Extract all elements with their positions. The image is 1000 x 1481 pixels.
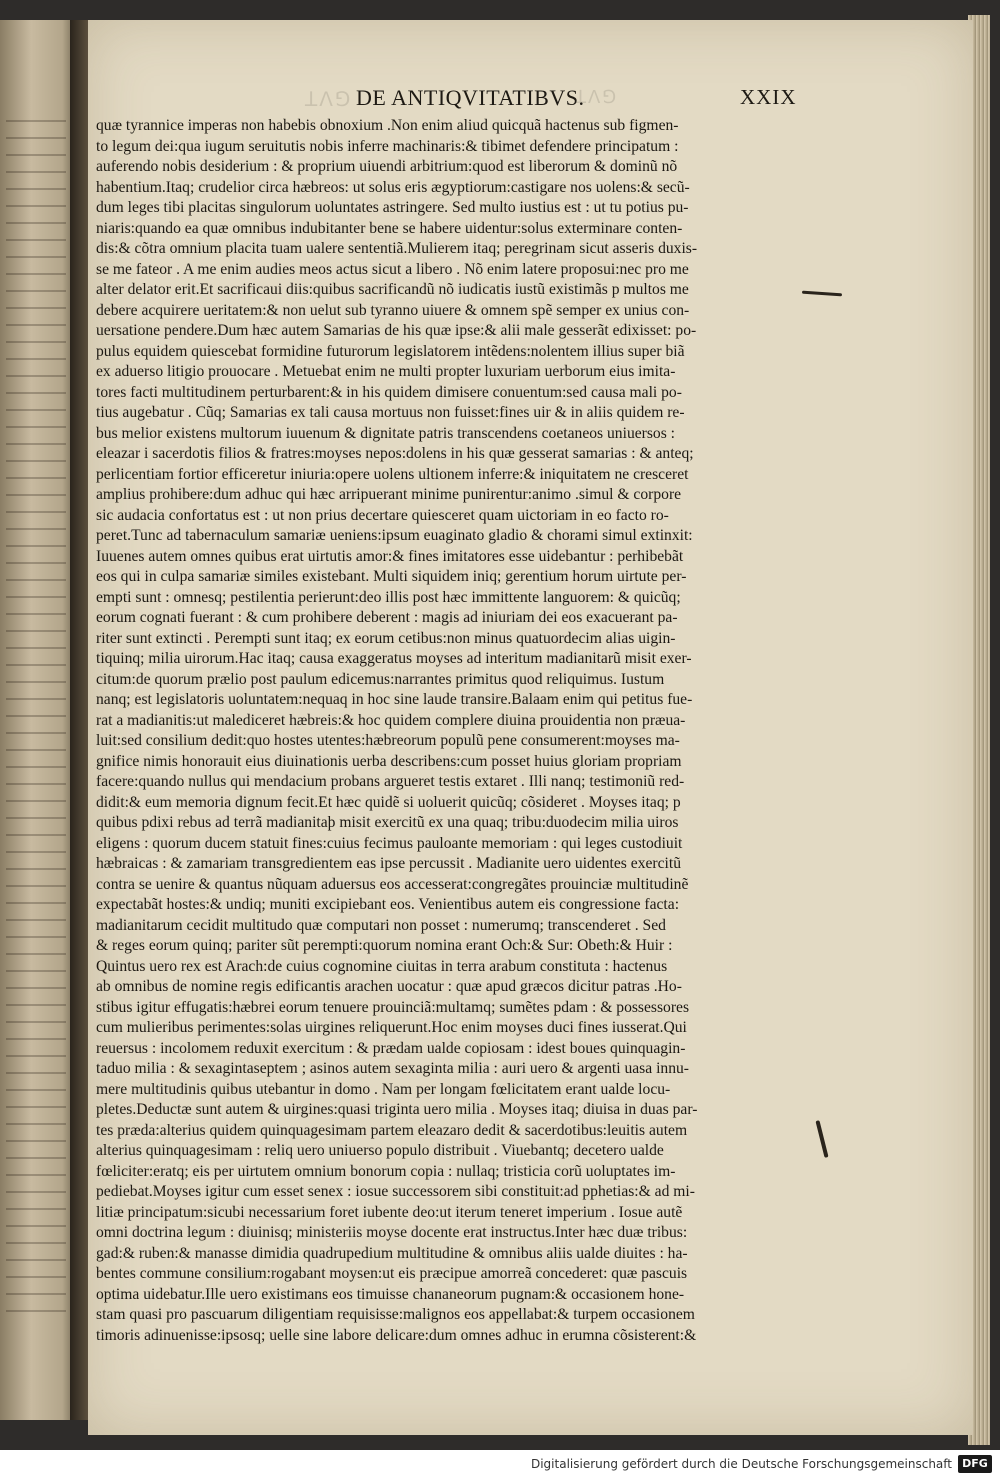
text-line: expectabãt hostes:& undiq; muniti excipiebant eos. Venientibus autem eis congressione facta: — [96, 896, 680, 913]
previous-page-edge — [0, 20, 78, 1420]
text-line: alterius quinquagesimam : reliq uero uniuerso populo distribuit . Viuebantq; decetero ualde — [96, 1142, 664, 1159]
text-line: bentes commune consilium:rogabant moysen:ut eis præcipue amorreã concederet: quæ pascuis — [96, 1265, 688, 1282]
text-line: empti sunt : omnesq; pestilentia perierunt:deo illis post hæc immittente languorem: & quicũq; — [96, 588, 681, 606]
text-line: ex aduerso litigio prouocare . Metuebat enim ne multi propter luxuriam uerborum eius imita- — [96, 363, 676, 380]
text-line: contra se uenire & quantus nũquam aduersus eos accesserat:congregãtes prouinciæ multitudinẽ — [96, 875, 689, 893]
text-line: Quintus uero rex est Arach:de cuius cognomine ciuitas in terra arabum constituta : hactenus — [96, 957, 668, 975]
text-line: tores facti multitudinem perturbarent:& in his quidem dimisere conuentum:sed causa mali po- — [96, 383, 682, 401]
running-header: DE ANTIQVITATIBVS. — [356, 85, 585, 110]
text-line: mere multitudinis quibus utebantur in domo . Nam per longam fœlicitatem erant ualde locu- — [96, 1080, 671, 1098]
text-line: bus melior existens multorum iuuenum & dignitate patris transcendens coetaneos uniuersos : — [96, 424, 676, 442]
dfg-logo: DFG — [958, 1455, 992, 1473]
bleed-through-text: ꓕꓥꓨ — [575, 87, 619, 107]
text-line: fœliciter:eratq; eis per uirtutem omnium bonorum copia : nullaq; tristicia corũ uoluptates im- — [96, 1162, 676, 1180]
text-line: citum:de quorum prælio post paulum edicemus:narrantes primitus quod reliquimus. Iustum — [96, 670, 665, 688]
text-line: riter sunt extincti . Perempti sunt itaq; ex eorum cetibus:non minus quatuordecim alias uigin- — [96, 629, 676, 647]
text-line: quæ tyrannice imperas non habebis obnoxium .Non enim aliud quicquã hactenus sub figmen- — [96, 117, 679, 134]
text-block — [96, 116, 796, 1346]
footer-credit: Digitalisierung gefördert durch die Deutsche Forschungsgemeinschaft — [530, 1457, 952, 1471]
text-line: pediebat.Moyses igitur cum esset senex : iosue successorem sibi constituit:ad pphetias:& ad mi- — [96, 1183, 695, 1200]
text-line: taduo milia : & sexagintaseptem ; asinos autem sexaginta milia : auri uero & argenti uasa innu- — [96, 1060, 689, 1077]
text-line: pletes.Deductæ sunt autem & uirgines:quasi triginta uero milia . Moyses itaq; diuisa in duas par- — [96, 1101, 698, 1118]
text-line: gad:& ruben:& manasse dimidia quadrupedium multitudine & omnibus aliis ualde diuites : ha- — [96, 1244, 688, 1262]
previous-page-text — [6, 120, 66, 1320]
text-line: stibus igitur effugatis:hæbrei eorum tenuere prouinciã:multamq; sumẽtes pdam : & possessores — [96, 998, 690, 1016]
text-line: optima uidebatur.Ille uero existimans eos timuisse chananeorum pugnam:& occasionem hone- — [96, 1285, 685, 1303]
text-line: habentium.Itaq; crudelior circa hæbreos: ut solus eris ægyptiorum:castigare nos uolens:& secũ- — [96, 178, 690, 196]
text-line: peret.Tunc ad tabernaculum samariæ ueniens:ipsum euaginato gladio & chorami simul extinxit: — [96, 527, 693, 544]
text-line: dis:& cõtra omnium placita tuam ualere sententiã.Mulierem itaq; peregrinam sicut asseris duxis- — [96, 240, 698, 257]
text-line: gnifice nimis honorauit eius diuinationis uerba describens:cum posset huius gloriam propriam — [96, 752, 682, 770]
text-line: eorum cognati fuerant : & cum prohibere deberent : magis ad iniuriam dei eos exacuerant pa- — [96, 609, 678, 626]
text-line: stam quasi pro pascuarum diligentiam requisisse:malignos eos appellabat:& turpem occasionem — [96, 1306, 695, 1323]
text-line: sic audacia confortatus est : ut non prius decertare quiesceret quam uictoriam in eo facto ro- — [96, 506, 669, 524]
text-line: dum leges tibi placitas singulorum uoluntates astringere. Sed multo iustius est : ut tu potius pu- — [96, 199, 689, 216]
text-line: Iuuenes autem omnes quibus erat uirtutis amor:& fines imitatores esse uidebantur : perhibebãt — [96, 547, 684, 565]
text-line: & reges eorum quinq; pariter sũt perempti:quorum nomina erant Och:& Sur: Obeth:& Huir : — [96, 937, 673, 954]
text-line: tes præda:alterius quidem quinquagesimam partem eleazaro dedit & sacerdotibus:leuitis autem — [96, 1121, 688, 1139]
text-line: luit:sed consilium dedit:quo hostes utentes:hæbreorum populũ pene consumerent:moyses ma- — [96, 732, 680, 749]
text-line: cum mulieribus perimentes:solas uirgines reliquerunt.Hoc enim moyses duci fines iusserat.Qui — [96, 1019, 687, 1036]
text-line: tius augebatur . Cũq; Samarias ex tali causa mortuus non fuisset:fines uir & in aliis quidem re- — [96, 404, 685, 421]
text-line: eligens : quorum ducem statuit fines:cuius fecimus pauloante memoriam : qui leges custodiuit — [96, 834, 683, 852]
text-line: quibus pdixi rebus ad terrã madianitaþ misit exercitũ ex una quaq; tribu:duodecim milia uiros — [96, 814, 679, 831]
text-line: se me fateor . A me enim audies meos actus sicut a libero . Nõ enim latere proposui:nec pro me — [96, 260, 689, 278]
text-line: ab omnibus de nomine regis edificantis arachen uocatur : quæ apud græcos dicitur patras .Ho- — [96, 978, 682, 995]
text-line: to legum dei:qua iugum seruitutis nobis inferre machinaris:& tibimet defendere principatum : — [96, 137, 679, 155]
text-line: eos qui in culpa samariæ similes existebant. Multi siquidem iniq; gerentium horum uirtute per- — [96, 568, 687, 585]
footer-bar — [0, 1450, 1000, 1481]
text-line: reuersus : incolomem reduxit exercitum : & prædam ualde copiosam : idest boues quinquagin- — [96, 1039, 686, 1057]
text-line: litiæ principatum:sicubi necessarium foret iubente deo:ut iterum teneret imperium . Iosue autẽ — [96, 1203, 683, 1221]
text-line: niaris:quando ea quæ omnibus indubitanter bene se habere uidentur:solus exterminare conten- — [96, 219, 683, 237]
text-line: madianitarum cecidit multitudo quæ computari non posset : numerumq; transcenderet . Sed — [96, 916, 666, 934]
text-line: facere:quando nullus qui mendacium probans argueret testis extaret . Illi nanq; testimoniũ red- — [96, 773, 685, 790]
text-line: uersatione pendere.Dum hæc autem Samarias de his quæ ipse:& alii male gesserãt edixisset: po- — [96, 322, 697, 339]
text-line: hæbraicas : & zamariam transgredientem eas ipse percussit . Madianite uero uidentes exercitũ — [96, 855, 681, 872]
text-line: nanq; est legislatoris uoluntatem:nequaq in hoc sine laude transire.Balaam enim qui petitus fue- — [96, 691, 693, 708]
text-line: rat a madianitis:ut malediceret hæbreis:& hoc quidem complere diuina prouidentia non præua- — [96, 711, 686, 729]
text-line: tiquinq; milia uirorum.Hac itaq; causa exaggeratus moyses ad interitum madianitarũ misit exer- — [96, 650, 692, 667]
bleed-through-text: ꓕꓥꓨ — [305, 89, 353, 111]
folio-number: XXIX — [740, 85, 797, 109]
text-line: omni doctrina legum : diuinisq; ministeriis moyse docente erat instructus.Inter hæc duæ tribus: — [96, 1224, 688, 1241]
text-line: timoris adinuenisse:ipsosq; uelle sine labore delicare:dum omnes adhuc in erumna cõsisterent:& — [96, 1326, 697, 1344]
text-line: auferendo nobis desiderium : & proprium uiuendi arbitrium:quod est liberorum & dominũ nõ — [96, 158, 678, 175]
text-line: pulus equidem quiescebat formidine futurorum legislatorem intẽdens:nolentem illius super biã — [96, 342, 685, 360]
text-line: perlicentiam fortior efficeretur iniuria:opere uolens ultionem inferre:& iniquitatem ne cresceret — [96, 465, 689, 483]
text-line: amplius prohibere:dum adhuc qui hæc arripuerant minime punirentur:animo .simul & corpore — [96, 486, 682, 503]
text-line: didit:& eum memoria dignum fecit.Et hæc quidẽ si uoluerit quicũq; cõsideret . Moyses itaq; p — [96, 793, 681, 811]
text-line: alter delator erit.Et sacrificaui diis:quibus sacrificandũ nõ iudicatis iustũ existimãs p multos me — [96, 281, 689, 298]
text-line: eleazar i sacerdotis filios & fratres:moyses nepos:dolens in his quæ gesserat samarias : & anteq; — [96, 445, 694, 462]
text-line: debere acquirere ueritatem:& non uelut sub tyranno uiuere & omnem spẽ semper ex unius con- — [96, 301, 690, 319]
